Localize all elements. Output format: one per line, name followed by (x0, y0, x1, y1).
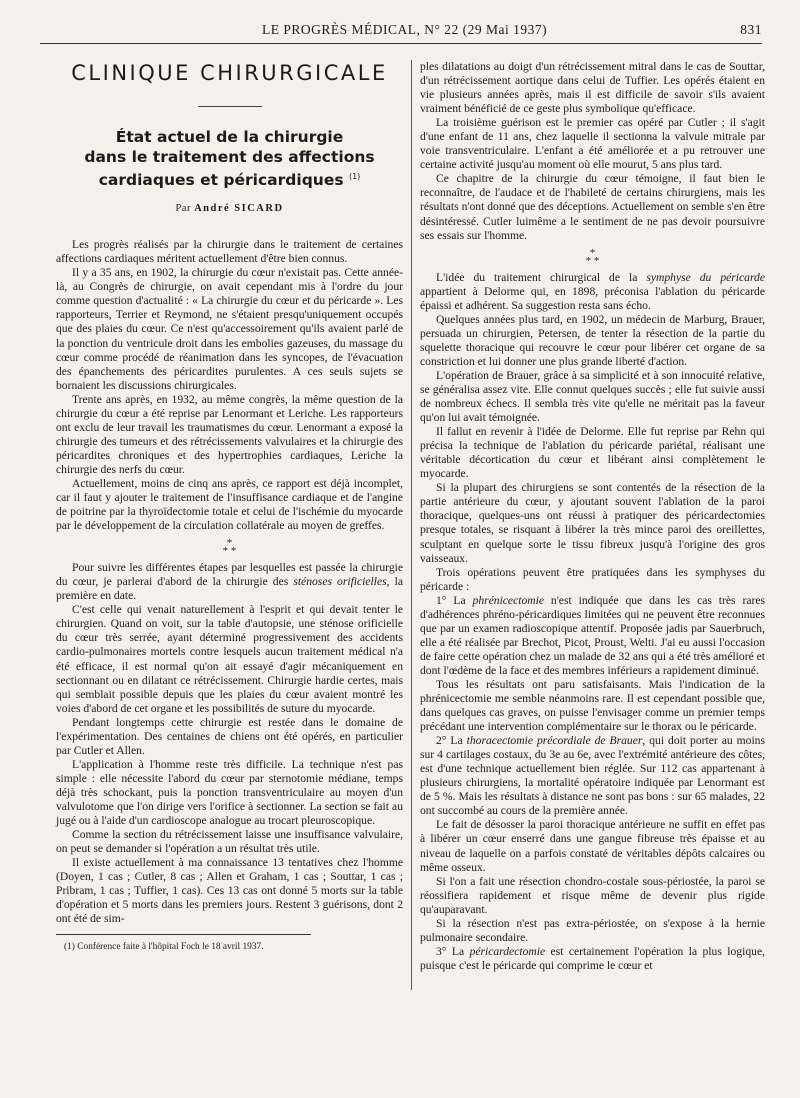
asterism: * * * (585, 246, 600, 267)
italic-term: phrénicectomie (472, 593, 544, 607)
paragraph: Il existe actuellement à ma connaissance 13 tentatives chez l'homme (Doyen, 1 cas ; Cutler, 8 cas ; Allen et Graham, 1 cas ; Souttar, 1 cas ; Pribram, 1 cas ; Tuffier, 1 cas). Ces 13 cas ont donné 5 morts sur la table d'opération et 5 morts dans les premiers jours. Restent 3 guérisons, dont 2 ont été de sim- (56, 856, 403, 926)
footnote-marker: (1) (348, 172, 361, 181)
title-line-1: État actuel de la chirurgie (115, 128, 344, 146)
text-run: appartient à Delorme qui, en 1898, préconisa l'ablation du péricarde épaissi et adhérent. Sa suggestion resta sans écho. (420, 284, 765, 312)
paragraph (420, 594, 765, 678)
paragraph: Quelques années plus tard, en 1902, un médecin de Marburg, Brauer, persuada un chirurgien, Petersen, de tenter la résection de la partie du squelette thoracique qui recouvre le cœur pour libérer cet organe de sa constriction et lui donner une plus grande liberté d'action. (420, 312, 765, 368)
paragraph: Trois opérations peuvent être pratiquées dans les symphyses du péricarde : (420, 565, 765, 593)
paragraph: Il y a 35 ans, en 1902, la chirurgie du cœur n'existait pas. Cette année-là, au Congrès de chirurgie, on avait cependant mis à l'ordre du jour comme question d'actualité : « La chirurgie du cœur et du péricarde ». Les rapporteurs, Terrier et Reymond, ne s'étaient presqu'uniquement occupés que des plaies du cœur. Ce n'est qu'accessoirement qu'ils avaient parlé de la ponction du ventricule droit dans les embolies gazeuses, du massage du cœur comme procédé de réanimation dans les syncopes, de l'évacuation des épanchements des péricardites purulentes. A ces seuls sujets se bornaient les discussions chirurgicales. (56, 266, 403, 392)
paragraph: ples dilatations au doigt d'un rétrécissement mitral dans le cas de Souttar, d'un rétrécissement aortique dans celui de Tuffier. Les opérés étaient en vie plusieurs années après, mais il est difficile de savoir s'ils avaient vraiment bénéficié de ce geste plus symbolique qu'efficace. (420, 60, 765, 116)
paragraph: Les progrès réalisés par la chirurgie dans le traitement de certaines affections cardiaques méritent actuellement d'être bien connus. (56, 238, 403, 266)
footnote: (1) Conférence faite à l'hôpital Foch le 18 avril 1937. (64, 942, 264, 953)
author-name: André SICARD (194, 203, 284, 215)
italic-term: symphyse du péricarde (646, 270, 765, 284)
paragraph: Ce chapitre de la chirurgie du cœur témoigne, il faut bien le reconnaître, de l'audace et de l'habileté de certains chirurgiens, mais les résultats n'ont donné que des déceptions. Actuellement on semble s'en être désintéressé. Cutler luimême a le sentiment de ne pas devoir poursuivre ses essais sur l'homme. (420, 172, 765, 242)
paragraph (56, 561, 403, 603)
text-run: n'est indiquée que dans les cas très rares d'adhérences phréno-péricardiques limitées qui ne peuvent être reconnues que par un examen radioscopique attentif. Proposée jadis par Sauerbruch, elle a été réalisée par Brechot, Picot, Proust, Welti. J'ai eu aussi l'occasion de faire cette opération chez un malade de 32 ans qui a été très amélioré et dont l'œdème de la face et des membres inférieurs a rapidement diminué. (420, 593, 765, 677)
italic-term: péricardectomie (469, 944, 546, 958)
paragraph: Pendant longtemps cette chirurgie est restée dans le domaine de l'expérimentation. Des centaines de chiens ont été opérés, en particulier par Cutler et Allen. (56, 715, 403, 757)
paragraph: L'opération de Brauer, grâce à sa simplicité et à son innocuité relative, se généralisa assez vite. Elle connut quelques succès ; elle fut suivie aussi de nombreux échecs. Il sembla très vite qu'elle ne méritait pas la faveur qu'on lui avait témoignée. (420, 368, 765, 425)
paragraph: Si l'on a fait une résection chondro-costale sous-périostée, la paroi se réossifiera rapidement et risque même de devenir plus rigide qu'auparavant. (420, 874, 765, 916)
paragraph: La troisième guérison est le premier cas opéré par Cutler ; il s'agit d'une enfant de 11 ans, chez laquelle il sectionna la valvule mitrale par voie transventriculaire. L'enfant a été améliorée et a pu retrouver une certaine activité jusqu'au moment où elle mourut, 5 ans plus tard. (420, 116, 765, 172)
article-title (56, 127, 403, 190)
page-number: 831 (740, 22, 762, 37)
journal-title: LE PROGRÈS MÉDICAL, N° 22 (29 Mai 1937) (262, 22, 548, 37)
byline (56, 202, 403, 216)
text-run: 1° La (436, 593, 473, 607)
paragraph (420, 734, 765, 818)
header-rule (40, 43, 762, 44)
paragraph (420, 945, 765, 973)
running-header (40, 22, 762, 40)
title-line-3-text: cardiaques et péricardiques (98, 171, 344, 190)
title-line-2: dans le traitement des affections (84, 148, 375, 166)
paragraph: Trente ans après, en 1932, au même congrès, la même question de la chirurgie du cœur a été reprise par Lenormant et Leriche. Les rapporteurs ont exclu de leur travail les traumatismes du cœur. Lenormant a exposé la chirurgie des tumeurs et des rétrécissements valvulaires et la chirurgie des péricardites chroniques et des hypertrophies cardiaques, Leriche la chirurgie des nerfs du cœur. (56, 392, 403, 476)
text-run: Pour suivre les différentes étapes par lesquelles est passée la chirurgie du cœur, je parlerai d'abord de la chirurgie des (56, 561, 403, 589)
title-line-3 (56, 167, 403, 190)
left-column (56, 60, 403, 953)
italic-term: sténoses orificielles (293, 575, 387, 589)
paragraph: C'est celle qui venait naturellement à l'esprit et qui devait tenter le chirurgien. Quand on voit, sur la table d'autopsie, une sténose orificielle du cœur très serrée, ayant déterminé progressivement des accidents cardio-pulmonaires mortels contre lesquels aucun traitement médical n'a été efficace, il est normal qu'on ait essayé d'agir mécaniquement en sectionnant ou en dilatant ce rétrécissement. Chirurgie hardie certes, mais qui semblait possible depuis que les plaies du cœur avaient montré les voies d'abord de cet organe et les possibilités de suture du myocarde. (56, 603, 403, 715)
column-divider (411, 60, 412, 990)
italic-term: thoracectomie précordiale de Brauer (466, 734, 643, 748)
paragraph: Comme la section du rétrécissement laisse une insuffisance valvulaire, on peut se demander si l'opération a un résultat très utile. (56, 828, 403, 856)
paragraph: Actuellement, moins de cinq ans après, ce rapport est déjà incomplet, car il faut y ajouter le traitement de l'insuffisance cardiaque et de l'angine de poitrine par la thyroïdectomie totale et celui de l'ischémie du myocarde par le développement de la circulation collatérale au moyen de greffes. (56, 477, 403, 533)
paragraph: Il fallut en revenir à l'idée de Delorme. Elle fut reprise par Rehn qui précisa la technique de l'ablation du péricarde pariétal, réalisant une véritable décortication du cœur et libérant ainsi complètement le myocarde. (420, 425, 765, 481)
text-run: 3° La (436, 944, 470, 958)
byline-prefix: Par (175, 203, 191, 215)
text-run: L'idée du traitement chirurgical de la (436, 270, 647, 284)
paragraph: Tous les résultats ont paru satisfaisants. Mais l'indication de la phrénicectomie me semble néanmoins rare. Il est cependant possible que, dans quelques cas graves, on puisse l'envisager comme un premier temps précédant une intervention complémentaire sur le thorax ou le péricarde. (420, 677, 765, 734)
text-run: , qui doit porter au moins sur 4 cartilages costaux, du 3e au 6e, avec l'extrémité antérieure des côtes, est d'une technique actuellement bien réglée. Sur 112 cas appartenant à plusieurs chirurgiens, la mortalité opératoire indiquée par Lenormant est de 5 %. Mais les résultats à distance ne sont pas bons : sur 65 malades, 22 ont succombé au cours de la première année. (420, 734, 765, 818)
asterism: * * * (222, 537, 237, 558)
footnote-rule (56, 934, 311, 935)
right-column (420, 60, 765, 973)
paragraph: Le fait de désosser la paroi thoracique antérieure ne suffit en effet pas à libérer un cœur enserré dans une gangue fibreuse très épaisse et au niveau de laquelle on a parfois constaté de véritables dépôts calcaires ou même osseux. (420, 818, 765, 874)
section-rule (198, 106, 262, 107)
text-run: , la première en date. (56, 575, 403, 603)
paragraph: Si la résection n'est pas extra-périostée, on s'expose à la hernie pulmonaire secondaire. (420, 916, 765, 944)
paragraph: L'application à l'homme reste très difficile. La technique n'est pas simple : elle nécessite l'abord du cœur par sternotomie médiane, temps déjà très schockant, puis la ponction transventriculaire au moyen d'un valvulotome que l'on dirige vers l'orifice à sectionner. La section se fait au jugé ou à l'aide d'un cardioscope analogue au trocart pleuroscopique. (56, 757, 403, 828)
paragraph: Si la plupart des chirurgiens se sont contentés de la résection de la partie antérieure du cœur, y ajoutant souvent l'ablation de la paroi thoracique, quelques-uns ont réussi à pratiquer des péricardectomies presque totales, se risquant à libérer la très mince paroi des oreillettes, sculptant en quelque sorte le tissu fibreux jusqu'à l'origine des gros vaisseaux. (420, 481, 765, 565)
paragraph (420, 271, 765, 313)
section-heading: CLINIQUE CHIRURGICALE (71, 61, 388, 85)
text-run: 2° La (436, 734, 467, 748)
text-run: est certainement l'opération la plus logique, puisque c'est le péricarde qui comprime le cœur et (420, 944, 765, 972)
